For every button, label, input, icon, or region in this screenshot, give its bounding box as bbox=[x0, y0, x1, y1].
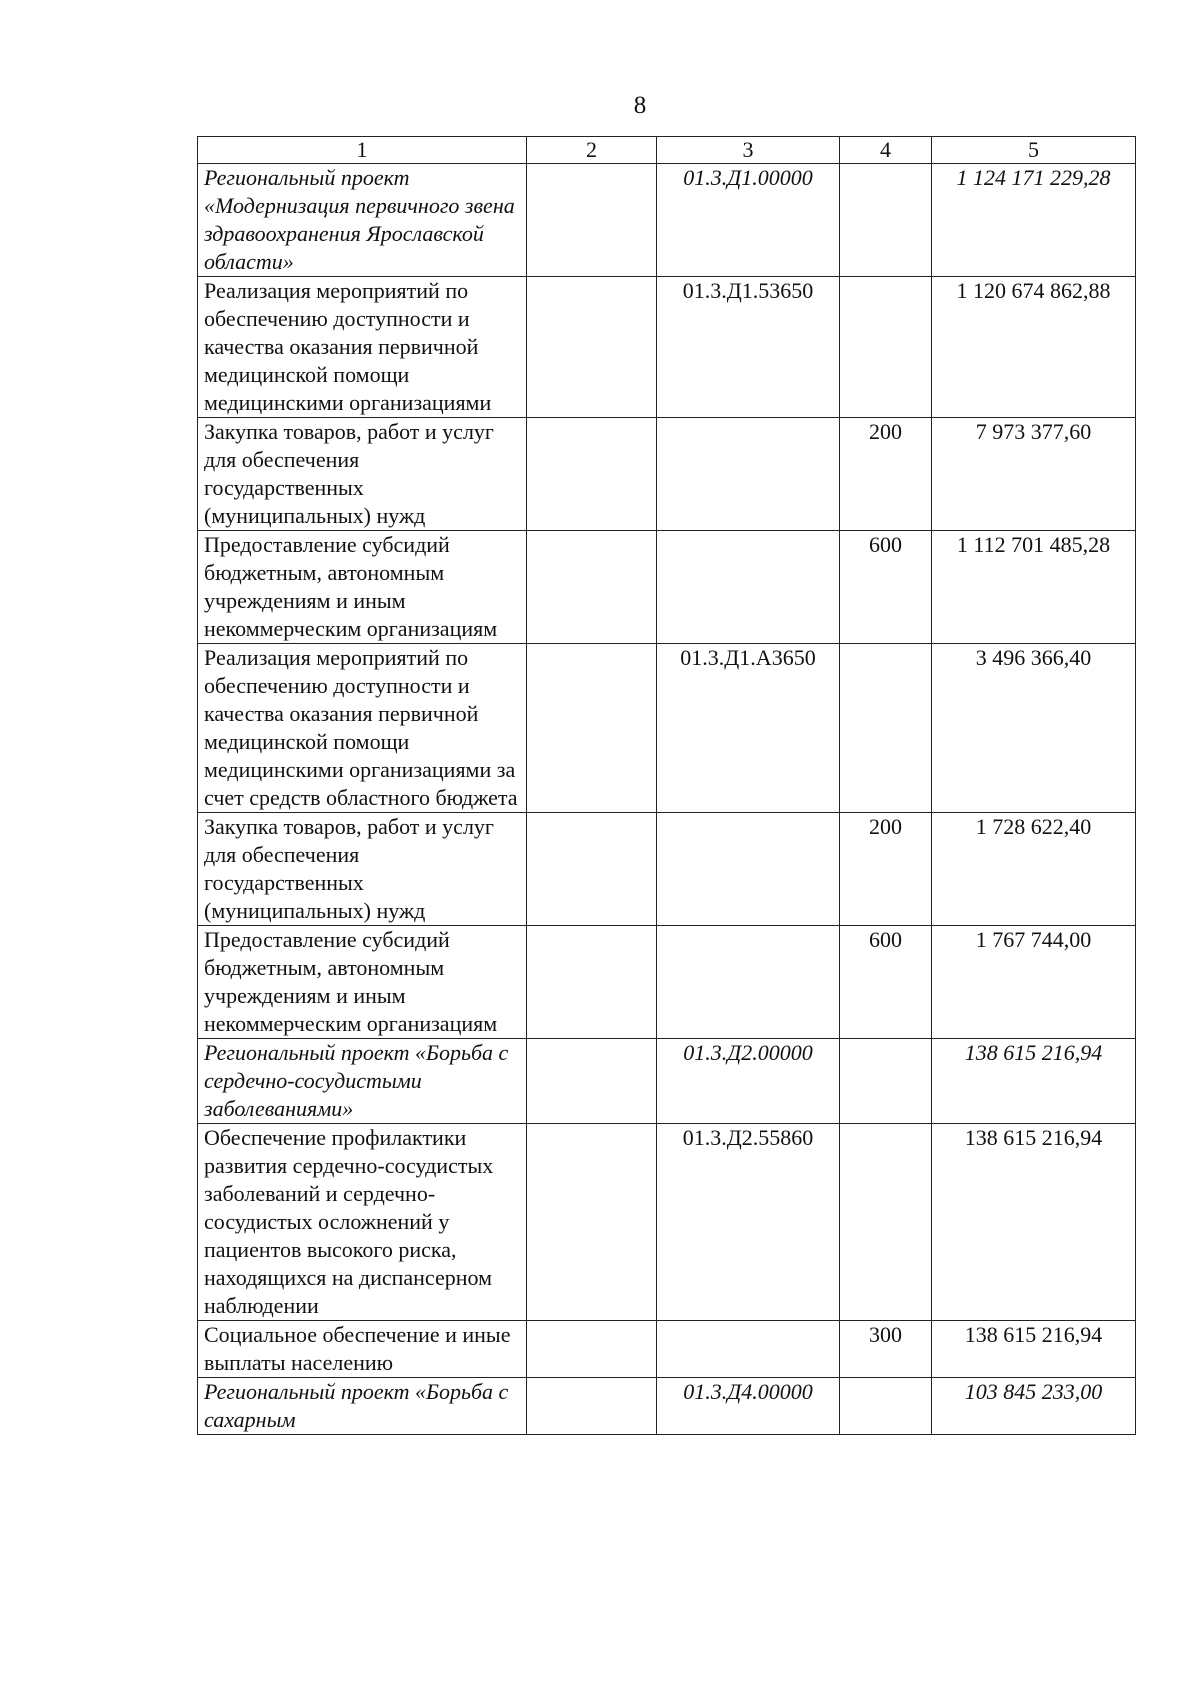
row-amount-cell: 1 728 622,40 bbox=[932, 813, 1136, 926]
row-expense-type-cell bbox=[840, 644, 932, 813]
row-code-cell: 01.3.Д1.53650 bbox=[657, 277, 840, 418]
row-expense-type-cell bbox=[840, 164, 932, 277]
row-name-cell: Предоставление субсидий бюджетным, автономным учреждениям и иным некоммерческим организациям bbox=[198, 926, 527, 1039]
row-amount-cell: 138 615 216,94 bbox=[932, 1039, 1136, 1124]
row-name-cell: Закупка товаров, работ и услуг для обеспечения государственных (муниципальных) нужд bbox=[198, 418, 527, 531]
row-code-cell bbox=[657, 1321, 840, 1378]
row-col2-cell bbox=[527, 1321, 657, 1378]
header-col-4: 4 bbox=[840, 137, 932, 164]
row-code-cell: 01.3.Д1.00000 bbox=[657, 164, 840, 277]
row-col2-cell bbox=[527, 531, 657, 644]
row-amount-cell: 138 615 216,94 bbox=[932, 1124, 1136, 1321]
row-name-cell: Реализация мероприятий по обеспечению доступности и качества оказания первичной медицинской помощи медицинскими организациями за счет средств областного бюджета bbox=[198, 644, 527, 813]
table-row bbox=[198, 1378, 1136, 1435]
row-code-cell bbox=[657, 813, 840, 926]
header-col-5: 5 bbox=[932, 137, 1136, 164]
table-row bbox=[198, 1124, 1136, 1321]
row-col2-cell bbox=[527, 418, 657, 531]
table-row bbox=[198, 164, 1136, 277]
table-row bbox=[198, 1321, 1136, 1378]
row-name-cell: Реализация мероприятий по обеспечению доступности и качества оказания первичной медицинской помощи медицинскими организациями bbox=[198, 277, 527, 418]
table-row bbox=[198, 644, 1136, 813]
row-name-cell: Социальное обеспечение и иные выплаты населению bbox=[198, 1321, 527, 1378]
row-expense-type-cell bbox=[840, 1039, 932, 1124]
row-code-cell bbox=[657, 926, 840, 1039]
table-row bbox=[198, 418, 1136, 531]
row-expense-type-cell: 300 bbox=[840, 1321, 932, 1378]
header-col-3: 3 bbox=[657, 137, 840, 164]
row-code-cell: 01.3.Д2.00000 bbox=[657, 1039, 840, 1124]
row-amount-cell: 1 767 744,00 bbox=[932, 926, 1136, 1039]
row-amount-cell: 1 112 701 485,28 bbox=[932, 531, 1136, 644]
row-code-cell bbox=[657, 531, 840, 644]
row-code-cell: 01.3.Д1.А3650 bbox=[657, 644, 840, 813]
header-col-1: 1 bbox=[198, 137, 527, 164]
page-number: 8 bbox=[633, 92, 647, 119]
row-name-cell: Региональный проект «Борьба с сахарным bbox=[198, 1378, 527, 1435]
table-row bbox=[198, 926, 1136, 1039]
row-col2-cell bbox=[527, 1124, 657, 1321]
row-expense-type-cell bbox=[840, 1124, 932, 1321]
table-row bbox=[198, 277, 1136, 418]
row-col2-cell bbox=[527, 277, 657, 418]
row-name-cell: Закупка товаров, работ и услуг для обеспечения государственных (муниципальных) нужд bbox=[198, 813, 527, 926]
row-col2-cell bbox=[527, 1378, 657, 1435]
row-col2-cell bbox=[527, 1039, 657, 1124]
header-col-2: 2 bbox=[527, 137, 657, 164]
table-header-row bbox=[198, 137, 1136, 164]
row-expense-type-cell: 600 bbox=[840, 926, 932, 1039]
row-col2-cell bbox=[527, 644, 657, 813]
row-amount-cell: 138 615 216,94 bbox=[932, 1321, 1136, 1378]
budget-table bbox=[197, 136, 1136, 1435]
row-code-cell: 01.3.Д2.55860 bbox=[657, 1124, 840, 1321]
table-row bbox=[198, 531, 1136, 644]
row-col2-cell bbox=[527, 926, 657, 1039]
row-expense-type-cell: 200 bbox=[840, 418, 932, 531]
row-amount-cell: 1 120 674 862,88 bbox=[932, 277, 1136, 418]
table-body bbox=[198, 164, 1136, 1435]
row-amount-cell: 103 845 233,00 bbox=[932, 1378, 1136, 1435]
row-expense-type-cell: 200 bbox=[840, 813, 932, 926]
row-code-cell bbox=[657, 418, 840, 531]
row-amount-cell: 7 973 377,60 bbox=[932, 418, 1136, 531]
row-name-cell: Региональный проект «Модернизация первичного звена здравоохранения Ярославской области» bbox=[198, 164, 527, 277]
table-row bbox=[198, 813, 1136, 926]
row-name-cell: Предоставление субсидий бюджетным, автономным учреждениям и иным некоммерческим организациям bbox=[198, 531, 527, 644]
row-col2-cell bbox=[527, 164, 657, 277]
row-expense-type-cell: 600 bbox=[840, 531, 932, 644]
row-code-cell: 01.3.Д4.00000 bbox=[657, 1378, 840, 1435]
row-name-cell: Обеспечение профилактики развития сердечно-сосудистых заболеваний и сердечно-сосудистых осложнений у пациентов высокого риска, находящихся на диспансерном наблюдении bbox=[198, 1124, 527, 1321]
row-col2-cell bbox=[527, 813, 657, 926]
row-amount-cell: 1 124 171 229,28 bbox=[932, 164, 1136, 277]
table-row bbox=[198, 1039, 1136, 1124]
row-amount-cell: 3 496 366,40 bbox=[932, 644, 1136, 813]
row-expense-type-cell bbox=[840, 1378, 932, 1435]
row-name-cell: Региональный проект «Борьба с сердечно-сосудистыми заболеваниями» bbox=[198, 1039, 527, 1124]
row-expense-type-cell bbox=[840, 277, 932, 418]
